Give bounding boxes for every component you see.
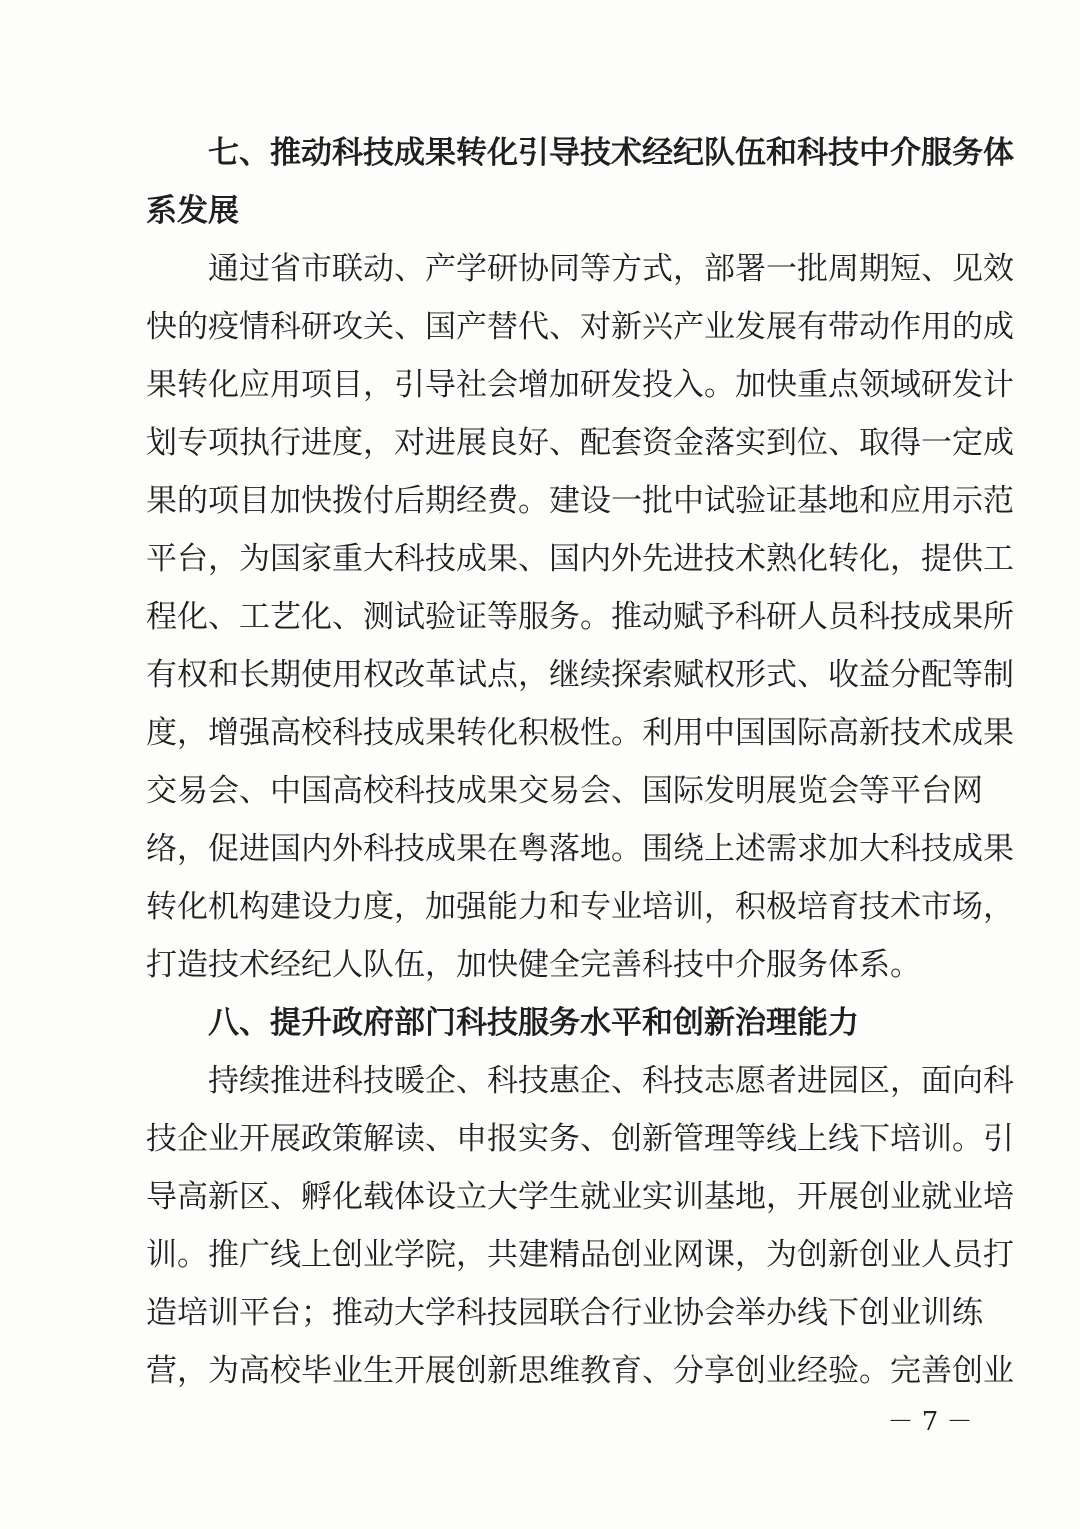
section-7-paragraph-line: 通过省市联动、产学研协同等方式，部署一批周期短、见效 bbox=[208, 251, 1014, 287]
section-7-paragraph-line: 转化机构建设力度，加强能力和专业培训，积极培育技术市场， bbox=[146, 889, 1014, 925]
section-7-paragraph-line: 快的疫情科研攻关、国产替代、对新兴产业发展有带动作用的成 bbox=[146, 309, 1014, 345]
section-7-paragraph-line: 络，促进国内外科技成果在粤落地。围绕上述需求加大科技成果 bbox=[146, 831, 1014, 867]
section-8-heading: 八、提升政府部门科技服务水平和创新治理能力 bbox=[208, 1005, 859, 1041]
section-7-paragraph-line: 果转化应用项目，引导社会增加研发投入。加快重点领域研发计 bbox=[146, 367, 1014, 403]
section-8-paragraph-line: 训。推广线上创业学院，共建精品创业网课，为创新创业人员打 bbox=[146, 1237, 1014, 1273]
section-8-paragraph-line: 技企业开展政策解读、申报实务、创新管理等线上线下培训。引 bbox=[146, 1121, 1014, 1157]
section-7-paragraph-line: 度，增强高校科技成果转化积极性。利用中国国际高新技术成果 bbox=[146, 715, 1014, 751]
section-7-paragraph-line: 程化、工艺化、测试验证等服务。推动赋予科研人员科技成果所 bbox=[146, 599, 1014, 635]
section-8-paragraph-line: 持续推进科技暖企、科技惠企、科技志愿者进园区，面向科 bbox=[208, 1063, 1014, 1099]
section-8-paragraph-line: 营，为高校毕业生开展创新思维教育、分享创业经验。完善创业 bbox=[146, 1353, 1014, 1389]
section-7-paragraph-line: 交易会、中国高校科技成果交易会、国际发明展览会等平台网 bbox=[146, 773, 983, 809]
section-7-paragraph-line: 划专项执行进度，对进展良好、配套资金落实到位、取得一定成 bbox=[146, 425, 1014, 461]
section-7-paragraph-line: 平台，为国家重大科技成果、国内外先进技术熟化转化，提供工 bbox=[146, 541, 1014, 577]
section-7-heading-line-1: 七、推动科技成果转化引导技术经纪队伍和科技中介服务体 bbox=[208, 135, 1014, 171]
section-7-paragraph-line: 打造技术经纪人队伍，加快健全完善科技中介服务体系。 bbox=[146, 947, 921, 983]
section-8-paragraph-line: 造培训平台；推动大学科技园联合行业协会举办线下创业训练 bbox=[146, 1295, 983, 1331]
page-number: － 7 － bbox=[887, 1407, 973, 1437]
section-7-paragraph-line: 有权和长期使用权改革试点，继续探索赋权形式、收益分配等制 bbox=[146, 657, 1014, 693]
section-7-paragraph-line: 果的项目加快拨付后期经费。建设一批中试验证基地和应用示范 bbox=[146, 483, 1014, 519]
document-body bbox=[146, 124, 1014, 1400]
section-7-heading-line-2: 系发展 bbox=[146, 193, 239, 229]
section-8-paragraph-line: 导高新区、孵化载体设立大学生就业实训基地，开展创业就业培 bbox=[146, 1179, 1014, 1215]
